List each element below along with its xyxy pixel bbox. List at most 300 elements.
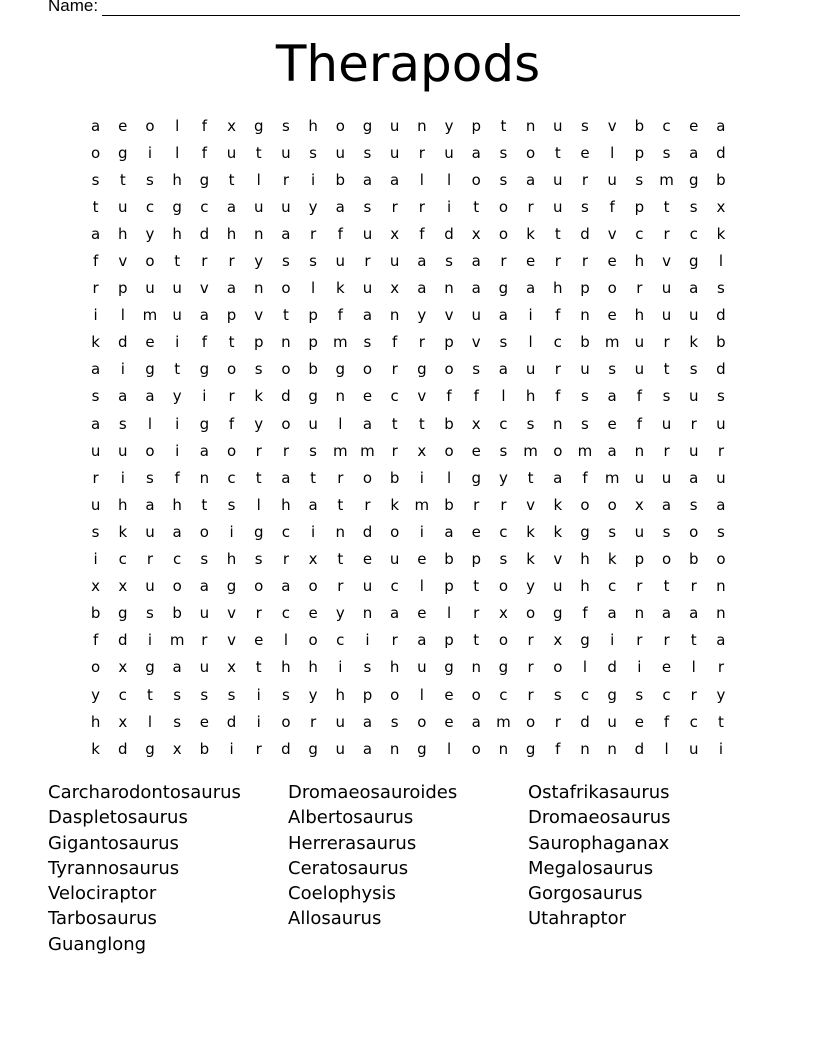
- grid-letter: e: [525, 252, 536, 271]
- grid-letter: x: [118, 658, 128, 677]
- grid-letter: s: [662, 522, 671, 541]
- word-list-item: Dromaeosauroides: [288, 782, 458, 803]
- grid-letter: c: [336, 631, 345, 650]
- grid-letter: f: [419, 224, 425, 243]
- grid-letter: n: [716, 577, 726, 596]
- grid-letter: i: [637, 658, 642, 677]
- grid-letter: y: [417, 306, 427, 325]
- word-list-item: Allosaurus: [288, 908, 382, 930]
- grid-letter: g: [253, 116, 264, 135]
- grid-letter: g: [580, 631, 590, 650]
- grid-letter: x: [118, 712, 128, 731]
- grid-letter: k: [553, 495, 563, 514]
- grid-letter: g: [145, 739, 155, 758]
- grid-letter: x: [498, 604, 508, 623]
- grid-letter: o: [226, 360, 237, 379]
- grid-letter: u: [553, 197, 563, 216]
- grid-letter: u: [553, 577, 563, 596]
- grid-letter: u: [634, 468, 645, 487]
- grid-letter: r: [636, 577, 643, 596]
- grid-letter: o: [526, 712, 536, 731]
- grid-letter: r: [418, 143, 425, 162]
- grid-letter: l: [120, 306, 125, 325]
- grid-letter: f: [337, 306, 343, 325]
- grid-letter: p: [634, 197, 645, 216]
- grid-letter: c: [499, 685, 508, 704]
- grid-letter: o: [471, 685, 481, 704]
- grid-letter: x: [471, 224, 481, 243]
- grid-letter: o: [716, 550, 726, 569]
- grid-letter: o: [553, 658, 563, 677]
- grid-row: [82, 329, 735, 356]
- grid-letter: s: [581, 387, 589, 406]
- grid-letter: s: [363, 143, 372, 162]
- grid-letter: u: [90, 441, 101, 460]
- grid-letter: v: [553, 550, 563, 569]
- grid-letter: r: [663, 224, 670, 243]
- grid-letter: b: [444, 550, 454, 569]
- grid-letter: s: [363, 658, 372, 677]
- grid-letter: c: [499, 414, 508, 433]
- grid-letter: p: [253, 333, 264, 352]
- grid-letter: s: [689, 197, 698, 216]
- grid-letter: e: [118, 116, 128, 135]
- grid-letter: o: [526, 143, 536, 162]
- grid-letter: s: [499, 333, 508, 352]
- grid-letter: u: [308, 414, 318, 433]
- grid-letter: n: [634, 441, 645, 460]
- grid-letter: h: [281, 495, 291, 514]
- grid-letter: e: [580, 143, 590, 162]
- grid-letter: o: [335, 116, 345, 135]
- grid-letter: u: [661, 279, 672, 298]
- grid-letter: u: [444, 143, 454, 162]
- grid-letter: h: [226, 224, 237, 243]
- grid-letter: r: [282, 170, 289, 189]
- grid-letter: f: [555, 387, 561, 406]
- grid-letter: s: [91, 387, 100, 406]
- grid-letter: c: [118, 550, 127, 569]
- grid-letter: c: [173, 550, 182, 569]
- grid-letter: p: [634, 550, 645, 569]
- grid-letter: l: [446, 739, 452, 758]
- grid-letter: c: [689, 712, 698, 731]
- grid-letter: g: [118, 604, 128, 623]
- grid-letter: a: [689, 143, 699, 162]
- name-label: Name:: [48, 0, 99, 15]
- grid-letter: u: [634, 360, 645, 379]
- grid-letter: c: [662, 685, 671, 704]
- grid-letter: n: [417, 116, 427, 135]
- grid-letter: t: [473, 631, 480, 650]
- grid-letter: s: [716, 522, 725, 541]
- grid-letter: u: [90, 495, 101, 514]
- grid-letter: a: [362, 739, 373, 758]
- word-list-item: Herrerasaurus: [288, 832, 417, 854]
- word-list-item: Carcharodontosaurus: [48, 782, 241, 803]
- grid-letter: o: [390, 685, 400, 704]
- grid-letter: s: [146, 604, 154, 623]
- grid-letter: p: [471, 550, 481, 569]
- grid-letter: m: [604, 333, 620, 352]
- grid-letter: t: [174, 360, 181, 379]
- grid-letter: r: [581, 170, 589, 189]
- grid-letter: h: [226, 550, 237, 569]
- grid-letter: x: [227, 658, 236, 677]
- grid-letter: t: [282, 306, 289, 325]
- grid-letter: h: [553, 279, 563, 298]
- grid-letter: o: [607, 495, 617, 514]
- grid-letter: r: [717, 658, 724, 677]
- grid-letter: s: [445, 252, 453, 271]
- grid-letter: n: [471, 658, 481, 677]
- grid-letter: n: [607, 739, 617, 758]
- grid-letter: o: [145, 252, 155, 271]
- grid-letter: b: [172, 604, 182, 623]
- grid-letter: i: [446, 197, 452, 216]
- grid-letter: r: [391, 197, 398, 216]
- grid-letter: u: [199, 604, 210, 623]
- grid-letter: o: [226, 441, 237, 460]
- grid-letter: i: [175, 333, 180, 352]
- grid-letter: r: [581, 252, 589, 271]
- word-list-item: Tarbosaurus: [48, 908, 157, 930]
- grid-letter: u: [688, 739, 699, 758]
- grid-letter: r: [282, 441, 289, 460]
- grid-letter: b: [335, 170, 346, 189]
- grid-letter: h: [308, 658, 318, 677]
- grid-letter: u: [281, 197, 291, 216]
- grid-letter: y: [498, 468, 508, 487]
- grid-letter: s: [499, 170, 508, 189]
- grid-letter: u: [362, 577, 373, 596]
- grid-letter: i: [365, 631, 370, 650]
- grid-letter: g: [525, 739, 536, 758]
- grid-letter: n: [553, 414, 563, 433]
- grid-letter: f: [582, 468, 588, 487]
- grid-letter: p: [634, 143, 645, 162]
- grid-letter: x: [390, 279, 400, 298]
- grid-letter: u: [580, 360, 590, 379]
- grid-letter: s: [281, 685, 290, 704]
- grid-letter: t: [717, 712, 724, 731]
- grid-letter: h: [118, 224, 128, 243]
- grid-letter: g: [553, 604, 563, 623]
- grid-letter: c: [662, 116, 671, 135]
- grid-row: [82, 600, 735, 627]
- grid-letter: a: [172, 522, 182, 541]
- grid-letter: a: [607, 441, 617, 460]
- grid-letter: b: [90, 604, 101, 623]
- grid-letter: l: [256, 170, 261, 189]
- grid-letter: a: [607, 387, 617, 406]
- grid-letter: s: [146, 170, 154, 189]
- grid-letter: s: [635, 685, 644, 704]
- grid-letter: r: [690, 685, 697, 704]
- grid-row: [82, 573, 735, 600]
- word-list-item: Dromaeosaurus: [528, 807, 671, 829]
- grid-letter: i: [229, 522, 234, 541]
- grid-letter: k: [553, 522, 563, 541]
- grid-letter: l: [283, 631, 288, 650]
- grid-letter: t: [92, 197, 99, 216]
- grid-letter: i: [93, 306, 98, 325]
- grid-letter: r: [364, 495, 371, 514]
- grid-letter: n: [580, 306, 590, 325]
- grid-letter: k: [91, 333, 100, 352]
- grid-letter: s: [254, 550, 263, 569]
- grid-letter: t: [473, 577, 480, 596]
- grid-letter: p: [444, 333, 454, 352]
- grid-letter: a: [553, 468, 563, 487]
- grid-letter: s: [254, 360, 263, 379]
- grid-letter: e: [254, 631, 264, 650]
- grid-letter: a: [525, 279, 536, 298]
- grid-letter: a: [362, 414, 373, 433]
- grid-letter: l: [175, 116, 180, 135]
- grid-letter: r: [255, 441, 262, 460]
- grid-letter: m: [332, 333, 348, 352]
- grid-letter: e: [417, 604, 427, 623]
- grid-letter: n: [335, 522, 346, 541]
- grid-letter: l: [582, 658, 588, 677]
- grid-letter: u: [226, 143, 237, 162]
- grid-letter: u: [362, 279, 373, 298]
- grid-letter: t: [391, 414, 398, 433]
- grid-letter: n: [716, 604, 726, 623]
- grid-letter: a: [390, 170, 400, 189]
- grid-row: [82, 654, 735, 681]
- grid-letter: k: [335, 279, 345, 298]
- grid-letter: h: [118, 495, 128, 514]
- grid-letter: o: [91, 143, 101, 162]
- word-list-item: Tyrannosaurus: [48, 857, 180, 879]
- grid-letter: d: [716, 306, 726, 325]
- grid-letter: y: [91, 685, 101, 704]
- grid-letter: a: [471, 143, 481, 162]
- grid-letter: o: [498, 224, 508, 243]
- grid-letter: o: [281, 279, 291, 298]
- grid-letter: i: [718, 739, 723, 758]
- grid-letter: h: [90, 712, 101, 731]
- grid-letter: c: [118, 685, 127, 704]
- grid-letter: i: [256, 712, 261, 731]
- grid-letter: r: [418, 197, 425, 216]
- grid-row: [82, 166, 735, 193]
- grid-letter: x: [471, 414, 481, 433]
- grid-letter: e: [308, 604, 318, 623]
- word-list-item: Velociraptor: [48, 883, 157, 905]
- grid-letter: t: [500, 116, 507, 135]
- page-title: Therapods: [275, 35, 541, 93]
- grid-letter: h: [172, 224, 182, 243]
- grid-letter: h: [281, 658, 291, 677]
- grid-letter: o: [498, 631, 508, 650]
- grid-letter: o: [145, 441, 155, 460]
- grid-letter: r: [527, 658, 534, 677]
- grid-letter: x: [716, 197, 726, 216]
- grid-letter: d: [281, 387, 291, 406]
- grid-letter: a: [716, 495, 726, 514]
- grid-letter: k: [526, 550, 535, 569]
- grid-letter: o: [145, 116, 155, 135]
- grid-letter: f: [228, 414, 235, 433]
- grid-letter: o: [580, 495, 590, 514]
- grid-letter: i: [528, 306, 533, 325]
- grid-letter: c: [689, 224, 698, 243]
- grid-letter: h: [634, 252, 645, 271]
- grid-letter: o: [607, 279, 617, 298]
- grid-letter: u: [471, 306, 481, 325]
- grid-letter: o: [471, 739, 481, 758]
- grid-letter: b: [580, 333, 590, 352]
- grid-letter: l: [147, 414, 153, 433]
- grid-letter: b: [308, 360, 318, 379]
- grid-letter: l: [718, 252, 723, 271]
- grid-letter: s: [309, 252, 317, 271]
- grid-letter: g: [688, 252, 699, 271]
- grid-row: [82, 139, 735, 166]
- grid-letter: u: [553, 170, 563, 189]
- grid-letter: h: [580, 577, 590, 596]
- grid-letter: s: [662, 143, 671, 162]
- grid-letter: t: [663, 197, 670, 216]
- grid-letter: g: [417, 360, 427, 379]
- grid-letter: t: [337, 495, 344, 514]
- grid-letter: v: [471, 333, 481, 352]
- grid-letter: e: [199, 712, 209, 731]
- grid-letter: r: [636, 631, 643, 650]
- grid-letter: g: [498, 658, 509, 677]
- grid-letter: t: [201, 495, 208, 514]
- grid-letter: a: [145, 495, 155, 514]
- word-list-item: Saurophaganax: [528, 832, 670, 854]
- grid-letter: u: [389, 143, 400, 162]
- grid-letter: a: [281, 577, 291, 596]
- grid-letter: v: [417, 387, 427, 406]
- grid-letter: o: [362, 360, 373, 379]
- grid-letter: a: [335, 197, 345, 216]
- grid-letter: o: [498, 577, 508, 596]
- grid-letter: i: [120, 360, 125, 379]
- grid-letter: r: [310, 224, 317, 243]
- grid-letter: x: [417, 441, 427, 460]
- grid-letter: d: [281, 739, 291, 758]
- grid-letter: o: [254, 577, 264, 596]
- grid-letter: a: [281, 468, 291, 487]
- grid-letter: p: [362, 685, 373, 704]
- grid-letter: s: [91, 522, 100, 541]
- grid-letter: u: [634, 522, 645, 541]
- grid-letter: t: [527, 468, 534, 487]
- grid-letter: i: [229, 739, 234, 758]
- grid-letter: e: [661, 658, 672, 677]
- grid-letter: m: [604, 468, 620, 487]
- grid-letter: u: [688, 441, 699, 460]
- grid-letter: d: [580, 224, 590, 243]
- grid-letter: l: [446, 468, 452, 487]
- grid-letter: s: [716, 387, 725, 406]
- grid-letter: r: [337, 468, 344, 487]
- grid-letter: d: [199, 224, 210, 243]
- grid-row: [82, 220, 735, 247]
- grid-letter: o: [553, 441, 563, 460]
- grid-letter: g: [308, 739, 318, 758]
- grid-letter: s: [363, 197, 372, 216]
- grid-letter: o: [498, 197, 508, 216]
- grid-letter: m: [496, 712, 511, 731]
- grid-letter: r: [636, 279, 643, 298]
- grid-letter: s: [553, 685, 562, 704]
- grid-letter: e: [444, 712, 454, 731]
- grid-letter: t: [147, 685, 153, 704]
- grid-letter: a: [417, 252, 427, 271]
- grid-letter: u: [172, 306, 182, 325]
- grid-letter: g: [308, 387, 318, 406]
- grid-letter: l: [175, 143, 180, 162]
- grid-letter: x: [118, 577, 128, 596]
- grid-letter: s: [581, 197, 589, 216]
- grid-letter: g: [145, 360, 155, 379]
- grid-row: [82, 410, 735, 437]
- grid-letter: l: [501, 387, 506, 406]
- grid-letter: f: [92, 631, 99, 650]
- grid-row: [82, 735, 735, 762]
- grid-letter: s: [227, 495, 236, 514]
- grid-letter: x: [308, 550, 318, 569]
- grid-letter: g: [145, 658, 155, 677]
- grid-letter: a: [308, 495, 318, 514]
- grid-letter: e: [417, 550, 427, 569]
- grid-letter: u: [389, 252, 400, 271]
- grid-letter: i: [419, 468, 424, 487]
- grid-letter: r: [255, 604, 262, 623]
- grid-letter: i: [256, 685, 261, 704]
- grid-letter: v: [662, 252, 671, 271]
- grid-letter: b: [634, 116, 645, 135]
- grid-letter: d: [580, 712, 590, 731]
- grid-row: [82, 518, 735, 545]
- grid-letter: i: [147, 143, 153, 162]
- grid-letter: l: [419, 577, 424, 596]
- grid-letter: a: [417, 631, 427, 650]
- grid-letter: g: [498, 279, 509, 298]
- grid-letter: t: [228, 170, 235, 189]
- grid-letter: v: [199, 279, 209, 298]
- grid-letter: l: [147, 712, 153, 731]
- word-list-item: Daspletosaurus: [48, 807, 188, 829]
- grid-letter: o: [689, 522, 699, 541]
- grid-letter: a: [199, 306, 209, 325]
- grid-letter: a: [226, 279, 237, 298]
- grid-letter: u: [716, 468, 726, 487]
- grid-letter: s: [390, 712, 399, 731]
- grid-letter: f: [555, 739, 561, 758]
- grid-letter: r: [717, 441, 724, 460]
- grid-letter: c: [145, 197, 155, 216]
- grid-letter: c: [390, 387, 399, 406]
- grid-letter: t: [174, 252, 181, 271]
- grid-letter: a: [281, 224, 291, 243]
- word-list: [48, 780, 768, 957]
- grid-letter: f: [174, 468, 180, 487]
- grid-letter: s: [499, 550, 508, 569]
- grid-row: [82, 627, 735, 654]
- grid-letter: y: [254, 252, 264, 271]
- grid-letter: u: [145, 577, 155, 596]
- grid-letter: p: [308, 333, 318, 352]
- word-list-item: Albertosaurus: [288, 807, 414, 829]
